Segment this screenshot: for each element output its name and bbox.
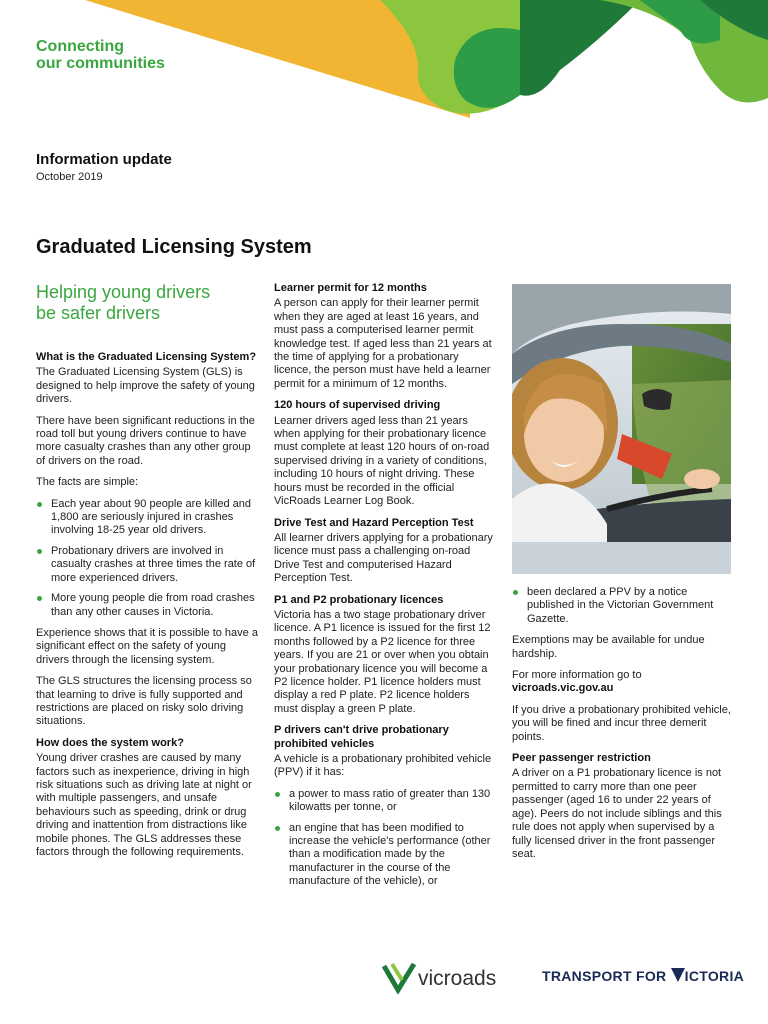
paragraph-exemptions: Exemptions may be available for undue hardship. <box>512 634 705 660</box>
paragraph-reductions: There have been significant reductions in the road toll but young drivers continue to have more casualty crashes than any other group of drivers on the road. <box>36 414 255 467</box>
vicroads-logo <box>380 960 510 999</box>
paragraph-experience: Experience shows that it is possible to have a significant effect on the safety of young drivers through the licensing system. <box>36 626 258 666</box>
lead-heading <box>36 282 258 324</box>
column-2 <box>274 282 496 897</box>
heading-drive-test: Drive Test and Hazard Perception Test <box>274 516 474 529</box>
paragraph-learner-permit: A person can apply for their learner permit when they are aged at least 16 years, and must pass a computerised learner permit knowledge test. If aged less than 21 years at the time of applying for a probationary licence, the person must have held a learner permit for a minimum of 12 months. <box>274 297 492 390</box>
list-item: More young people die from road crashes than any other causes in Victoria. <box>36 592 258 619</box>
update-date: October 2019 <box>36 171 103 183</box>
paragraph-supervised-driving: Learner drivers aged less than 21 years when applying for their probationary licence must complete at least 120 hours of on-road supervised driving in a variety of conditions, including 10 hours of night driving. These hours must be recorded in the official VicRoads Learner Log Book. <box>274 414 490 508</box>
ppv-list <box>274 788 496 889</box>
lead-line-2: be safer drivers <box>36 303 161 323</box>
tagline-line-2: our communities <box>36 55 165 72</box>
heading-p1-p2: P1 and P2 probationary licences <box>274 593 444 606</box>
more-info-text: For more information go to <box>512 669 642 682</box>
document-title: Graduated Licensing System <box>36 236 312 258</box>
heading-how-system-works: How does the system work? <box>36 736 184 749</box>
vicroads-logo-text: vicroads <box>418 967 497 990</box>
facts-list <box>36 498 258 619</box>
heading-what-is-gls: What is the Graduated Licensing System? <box>36 351 257 363</box>
list-item: an engine that has been modified to increase the vehicle's performance (other than a modification made by the manufacturer in the course of the manufacture of the vehicle), or <box>274 822 496 889</box>
vicroads-logo-mark <box>380 960 510 994</box>
lead-line-1: Helping young drivers <box>36 282 211 302</box>
paragraph-what-is-gls: The Graduated Licensing System (GLS) is designed to help improve the safety of young drivers. <box>36 366 255 406</box>
paragraph-p1-p2: Victoria has a two stage probationary driver licence. A P1 licence is issued for the first 12 months followed by a P2 licence for three years. If you are 21 or over when you obtain your probationary licence you will become a P2 licence holder. P1 licence holders must display a red P plate. P2 licence holders must display a green P plate. <box>274 608 491 715</box>
paragraph-more-info <box>512 669 734 696</box>
list-item: Probationary drivers are involved in casualty crashes at three times the rate of more experienced drivers. <box>36 545 258 585</box>
column-1 <box>36 282 258 867</box>
paragraph-how-system-works: Young driver crashes are caused by many factors such as inexperience, driving in high risk situations such as driving late at night or with multiple passengers, and unsafe behaviours such as speeding, drink or drug driving and inattention from distractions like mobile phones. The GLS addresses these factors through the following requirements. <box>36 752 252 858</box>
transport-logo-text-b: ICTORIA <box>684 968 745 984</box>
tagline-line-1: Connecting <box>36 38 124 55</box>
update-title: Information update <box>36 151 172 168</box>
heading-supervised-driving: 120 hours of supervised driving <box>274 399 441 412</box>
young-driver-photo <box>512 284 731 574</box>
column-3 <box>512 586 734 869</box>
paragraph-ppv: A vehicle is a probationary prohibited vehicle (PPV) if it has: <box>274 753 492 779</box>
list-item: Each year about 90 people are killed and 1,800 are seriously injured in crashes involving 18-25 year old drivers. <box>36 498 258 538</box>
victoria-v-icon <box>671 968 685 982</box>
heading-learner-permit: Learner permit for 12 months <box>274 282 427 294</box>
paragraph-structures: The GLS structures the licensing process so that learning to drive is fully supported and restrictions are placed on risky solo driving situations. <box>36 675 252 728</box>
heading-ppv: P drivers can't drive probationary prohibited vehicles <box>274 724 449 750</box>
paragraph-peer-passenger: A driver on a P1 probationary licence is not permitted to carry more than one peer passenger (aged 16 to under 22 years of age). Peers do not include siblings and this rule does not apply when supervised by a fully licensed driver in the front passenger seat. <box>512 767 722 860</box>
ppv-list-continued <box>512 586 734 626</box>
paragraph-fine: If you drive a probationary prohibited vehicle, you will be fined and incur three demerit points. <box>512 703 731 743</box>
list-item: been declared a PPV by a notice published in the Victorian Government Gazette. <box>512 586 734 626</box>
heading-peer-passenger: Peer passenger restriction <box>512 752 651 765</box>
list-item: a power to mass ratio of greater than 130 kilowatts per tonne, or <box>274 788 496 815</box>
transport-logo-text-a: TRANSPORT FOR <box>542 968 671 984</box>
header-tagline <box>36 38 165 72</box>
vicroads-link[interactable]: vicroads.vic.gov.au <box>512 682 614 695</box>
paragraph-drive-test: All learner drivers applying for a probationary licence must pass a challenging on-road Drive Test and computerised Hazard Perception Test. <box>274 531 493 585</box>
paragraph-facts: The facts are simple: <box>36 476 139 489</box>
transport-for-victoria-logo <box>542 968 744 984</box>
